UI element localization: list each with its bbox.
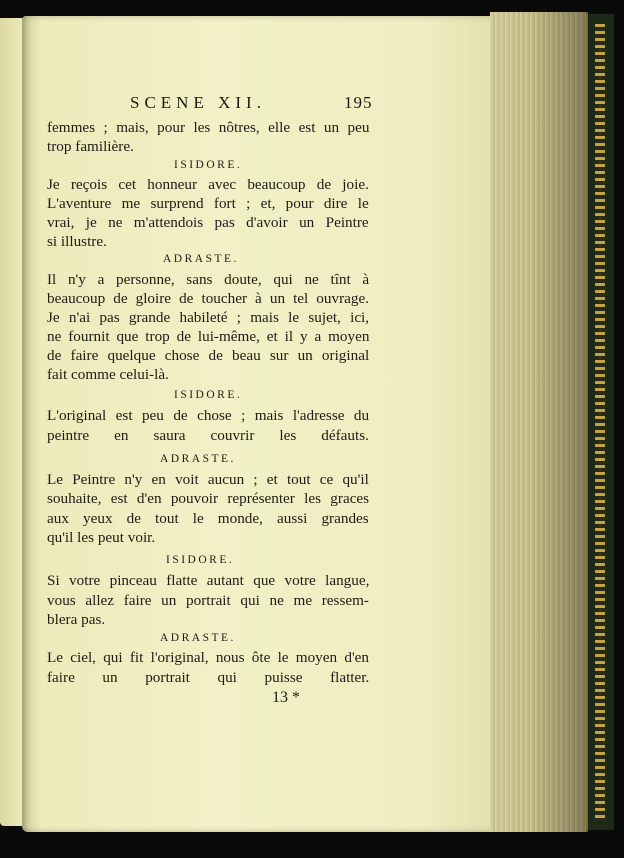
text-line: Si votre pinceau flatte autant que votre langue, bbox=[47, 572, 370, 589]
gilt-tooling bbox=[595, 24, 605, 820]
text-line: de faire quelque chose de beau sur un original bbox=[47, 347, 370, 364]
text-line: peintre en saura couvrir les défauts. bbox=[47, 427, 369, 444]
text-line: Le ciel, qui fit l'original, nous ôte le moyen d'en bbox=[47, 649, 370, 666]
text-line: faire un portrait qui puisse flatter. bbox=[47, 669, 370, 686]
text-line: femmes ; mais, pour les nôtres, elle est un peu bbox=[47, 119, 370, 136]
text-line: vrai, je ne m'attendois pas d'avoir un Peintre bbox=[47, 214, 369, 231]
text-line: souhaite, est d'en pouvoir représenter les graces bbox=[47, 490, 370, 507]
printer-signature: 13 * bbox=[272, 689, 300, 706]
text-line: L'aventure me surprend fort ; et, pour dire le bbox=[47, 195, 369, 212]
text-line: Je n'ai pas grande habileté ; mais le sujet, ici, bbox=[47, 309, 370, 326]
speaker-name: ISIDORE. bbox=[174, 159, 243, 171]
text-line: blera pas. bbox=[47, 611, 106, 628]
speaker-name: ISIDORE. bbox=[174, 389, 243, 401]
page-number: 195 bbox=[344, 93, 373, 112]
page-block-edge bbox=[490, 12, 588, 832]
text-line: si illustre. bbox=[47, 233, 107, 250]
book-binding bbox=[586, 14, 614, 830]
text-line: trop familière. bbox=[47, 138, 134, 155]
text-line: vous allez faire un portrait qui ne me ressem- bbox=[47, 592, 369, 609]
text-line: beaucoup de gloire de toucher à un tel ouvrage. bbox=[47, 290, 370, 307]
speaker-name: ADRASTE. bbox=[163, 253, 239, 265]
running-head: SCENE XII. bbox=[130, 93, 266, 112]
text-line: ne fournit que trop de lui-même, et il y a moyen bbox=[47, 328, 370, 345]
speaker-name: ISIDORE. bbox=[166, 554, 235, 566]
text-line: Je reçois cet honneur avec beaucoup de joie. bbox=[47, 176, 369, 193]
text-line: fait comme celui-là. bbox=[47, 366, 169, 383]
speaker-name: ADRASTE. bbox=[160, 632, 236, 644]
text-line: aux yeux de tout le monde, aussi grandes bbox=[47, 510, 369, 527]
text-line: qu'il les peut voir. bbox=[47, 529, 156, 546]
text-line: L'original est peu de chose ; mais l'adresse du bbox=[47, 407, 370, 424]
text-line: Il n'y a personne, sans doute, qui ne tînt à bbox=[47, 271, 370, 288]
text-line: Le Peintre n'y en voit aucun ; et tout ce qu'il bbox=[47, 471, 369, 488]
speaker-name: ADRASTE. bbox=[160, 453, 236, 465]
